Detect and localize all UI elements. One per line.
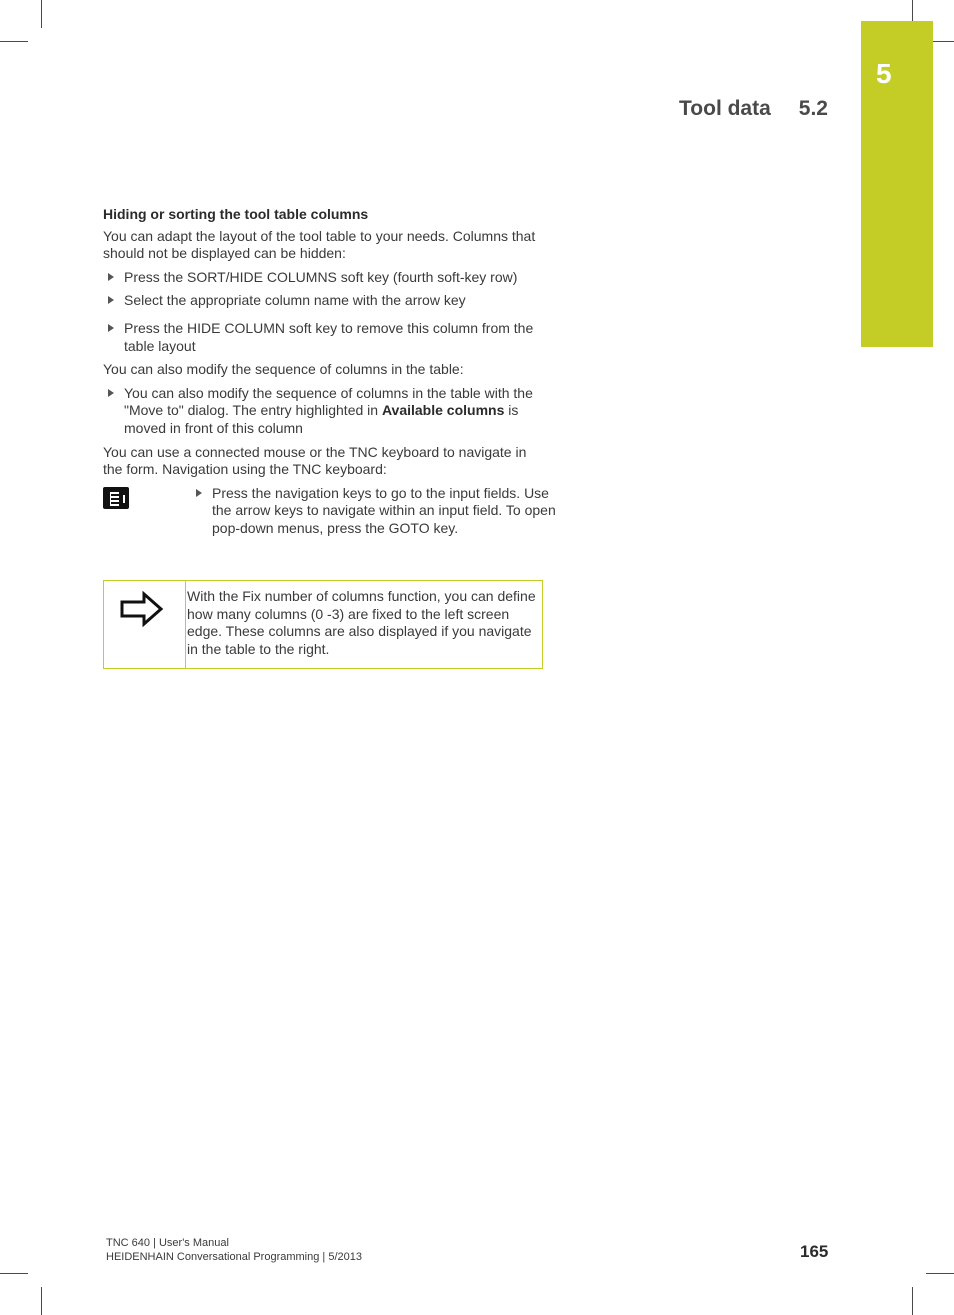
bullet-triangle-icon [108,324,114,332]
crop-mark [912,1287,913,1315]
bullet-triangle-icon [108,273,114,281]
main-content [103,206,556,563]
footer-line-1: TNC 640 | User's Manual [106,1237,229,1249]
section-title: Tool data [679,97,771,120]
step-item [191,485,566,538]
bullet-triangle-icon [196,489,202,497]
section-header [679,97,828,121]
keyboard-instruction [103,484,556,563]
section-heading: Hiding or sorting the tool table columns [103,206,369,222]
chapter-number: 5 [876,58,892,89]
step-text: Press the navigation keys to go to the input fields. Use the arrow keys to navigate within an input field. To open pop-down menus, press the GOTO key. [212,484,556,536]
note-text: With the Fix number of columns function, you can define how many columns (0 -3) are fixed to the left screen edge. These columns are also displayed if you navigate in the table to the right. [187,588,536,657]
navigation-paragraph: You can use a connected mouse or the TNC keyboard to navigate in the form. Navigation using the TNC keyboard: [103,443,527,478]
intro-paragraph: You can adapt the layout of the tool table to your needs. Columns that should not be displayed can be hidden: [103,227,536,262]
step-item [103,269,545,287]
ui-term: Available columns [381,402,505,419]
crop-mark [926,1273,954,1274]
footer-line-2: HEIDENHAIN Conversational Programming | 5/2013 [106,1251,362,1263]
step-text: Press the SORT/HIDE COLUMNS soft key (fourth soft-key row) [124,268,518,285]
step-text: Select the appropriate column name with the arrow key [124,292,466,309]
sequence-paragraph: You can also modify the sequence of columns in the table: [103,361,464,378]
step-text: Press the HIDE COLUMN soft key to remove this column from the table layout [124,319,534,354]
footer [106,1236,362,1264]
section-number: 5.2 [798,97,828,120]
step-item [103,292,545,310]
page-number: 165 [800,1242,829,1261]
step-item [103,385,545,438]
crop-mark [0,1273,28,1274]
note-divider [185,581,186,668]
step-text-after: is moved in front of this column [124,402,519,436]
step-text-before: You can also modify the sequence of columns in the table with the "Move to" dialog. The entry highlighted in [124,384,533,419]
bullet-triangle-icon [108,389,114,397]
crop-mark [41,1287,42,1315]
tnc-navigation-key-icon [103,487,129,509]
arrow-right-outline-icon [120,591,164,627]
crop-mark [0,41,28,42]
bullet-triangle-icon [108,296,114,304]
crop-mark [41,0,42,28]
chapter-tab [861,21,933,347]
step-item [103,320,545,355]
note-box [103,580,543,669]
